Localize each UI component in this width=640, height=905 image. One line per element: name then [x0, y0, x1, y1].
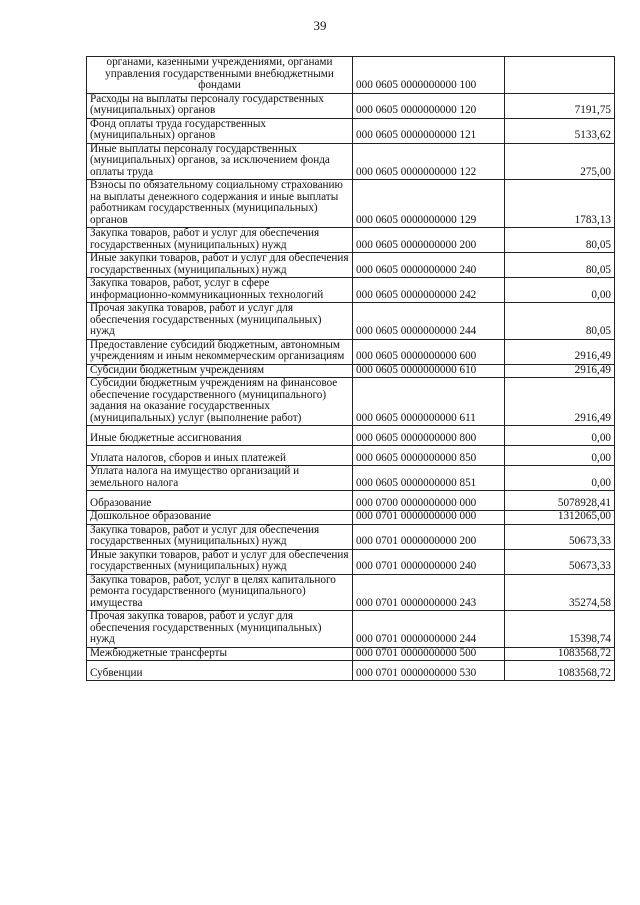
expense-name-cell: Межбюджетные трансферты	[87, 647, 353, 661]
amount-cell: 35274,58	[505, 574, 615, 611]
budget-code-cell: 000 0605 0000000000 121	[353, 118, 505, 143]
table-row	[87, 426, 615, 446]
table-row	[87, 93, 615, 118]
expense-name-cell: Закупка товаров, работ и услуг для обеспечения государственных (муниципальных) нужд	[87, 228, 353, 253]
amount-cell: 7191,75	[505, 93, 615, 118]
table-row	[87, 364, 615, 378]
table-row	[87, 253, 615, 278]
budget-table	[86, 56, 615, 681]
expense-name-cell: Иные закупки товаров, работ и услуг для обеспечения государственных (муниципальных) нужд	[87, 549, 353, 574]
amount-cell: 0,00	[505, 426, 615, 446]
amount-cell: 0,00	[505, 446, 615, 466]
amount-cell: 5133,62	[505, 118, 615, 143]
amount-cell: 15398,74	[505, 611, 615, 648]
expense-name-cell: Уплата налога на имущество организаций и земельного налога	[87, 466, 353, 491]
amount-cell: 275,00	[505, 143, 615, 180]
amount-cell: 1312065,00	[505, 511, 615, 525]
expense-name-cell: Иные бюджетные ассигнования	[87, 426, 353, 446]
budget-code-cell: 000 0701 0000000000 200	[353, 524, 505, 549]
budget-code-cell: 000 0605 0000000000 240	[353, 253, 505, 278]
table-row	[87, 511, 615, 525]
table-row	[87, 491, 615, 511]
amount-cell: 1783,13	[505, 180, 615, 228]
budget-code-cell: 000 0701 0000000000 530	[353, 661, 505, 681]
budget-code-cell: 000 0605 0000000000 850	[353, 446, 505, 466]
budget-code-cell: 000 0605 0000000000 244	[353, 303, 505, 340]
amount-cell: 5078928,41	[505, 491, 615, 511]
table-row	[87, 143, 615, 180]
amount-cell: 2916,49	[505, 364, 615, 378]
expense-name-cell: Субсидии бюджетным учреждениям на финансовое обеспечение государственного (муниципального) задания на оказание государственных (муниципальных) услуг (выполнение работ)	[87, 378, 353, 426]
expense-name-cell: Закупка товаров, работ и услуг для обеспечения государственных (муниципальных) нужд	[87, 524, 353, 549]
table-row	[87, 180, 615, 228]
table-row	[87, 118, 615, 143]
amount-cell: 1083568,72	[505, 647, 615, 661]
budget-code-cell: 000 0605 0000000000 120	[353, 93, 505, 118]
budget-code-cell: 000 0605 0000000000 600	[353, 339, 505, 364]
budget-code-cell: 000 0605 0000000000 129	[353, 180, 505, 228]
expense-name-cell: Уплата налогов, сборов и иных платежей	[87, 446, 353, 466]
page-number: 39	[313, 18, 327, 33]
expense-name-cell: Субсидии бюджетным учреждениям	[87, 364, 353, 378]
amount-cell: 0,00	[505, 466, 615, 491]
expense-name-cell: Расходы на выплаты персоналу государственных (муниципальных) органов	[87, 93, 353, 118]
table-row	[87, 524, 615, 549]
table-row	[87, 661, 615, 681]
table-row	[87, 549, 615, 574]
budget-code-cell: 000 0701 0000000000 244	[353, 611, 505, 648]
budget-code-cell: 000 0605 0000000000 851	[353, 466, 505, 491]
table-row	[87, 303, 615, 340]
expense-name-cell: Фонд оплаты труда государственных (муниципальных) органов	[87, 118, 353, 143]
budget-code-cell: 000 0701 0000000000 000	[353, 511, 505, 525]
expense-name-cell: Закупка товаров, работ, услуг в целях капитального ремонта государственного (муниципального) имущества	[87, 574, 353, 611]
expense-name-cell: Иные выплаты персоналу государственных (муниципальных) органов, за исключением фонда оплаты труда	[87, 143, 353, 180]
budget-code-cell: 000 0605 0000000000 200	[353, 228, 505, 253]
table-row	[87, 466, 615, 491]
amount-cell: 50673,33	[505, 524, 615, 549]
table-row	[87, 574, 615, 611]
table-row	[87, 446, 615, 466]
expense-name-cell: Закупка товаров, работ, услуг в сфере информационно-коммуникационных технологий	[87, 278, 353, 303]
amount-cell	[505, 57, 615, 94]
expense-name-cell: Образование	[87, 491, 353, 511]
budget-code-cell: 000 0701 0000000000 243	[353, 574, 505, 611]
amount-cell: 80,05	[505, 303, 615, 340]
amount-cell: 2916,49	[505, 339, 615, 364]
budget-code-cell: 000 0605 0000000000 100	[353, 57, 505, 94]
amount-cell: 0,00	[505, 278, 615, 303]
table-row	[87, 278, 615, 303]
amount-cell: 1083568,72	[505, 661, 615, 681]
budget-code-cell: 000 0605 0000000000 611	[353, 378, 505, 426]
amount-cell: 80,05	[505, 228, 615, 253]
expense-name-cell: Дошкольное образование	[87, 511, 353, 525]
expense-name-cell: Взносы по обязательному социальному страхованию на выплаты денежного содержания и иные выплаты работникам государственных (муниципальных) органов	[87, 180, 353, 228]
expense-name-cell: Субвенции	[87, 661, 353, 681]
budget-code-cell: 000 0605 0000000000 800	[353, 426, 505, 446]
budget-code-cell: 000 0605 0000000000 242	[353, 278, 505, 303]
table-row	[87, 378, 615, 426]
budget-code-cell: 000 0701 0000000000 500	[353, 647, 505, 661]
table-row	[87, 339, 615, 364]
expense-name-cell: Предоставление субсидий бюджетным, автономным учреждениям и иным некоммерческим организациям	[87, 339, 353, 364]
expense-name-cell: Прочая закупка товаров, работ и услуг для обеспечения государственных (муниципальных) нужд	[87, 611, 353, 648]
budget-code-cell: 000 0605 0000000000 610	[353, 364, 505, 378]
expense-name-cell: Прочая закупка товаров, работ и услуг для обеспечения государственных (муниципальных) нужд	[87, 303, 353, 340]
amount-cell: 80,05	[505, 253, 615, 278]
table-row	[87, 57, 615, 94]
expense-name-cell: органами, казенными учреждениями, органами управления государственными внебюджетными фондами	[87, 57, 353, 94]
budget-code-cell: 000 0700 0000000000 000	[353, 491, 505, 511]
expense-name-cell: Иные закупки товаров, работ и услуг для обеспечения государственных (муниципальных) нужд	[87, 253, 353, 278]
budget-code-cell: 000 0605 0000000000 122	[353, 143, 505, 180]
budget-table-body	[87, 57, 615, 681]
table-row	[87, 611, 615, 648]
amount-cell: 2916,49	[505, 378, 615, 426]
budget-code-cell: 000 0701 0000000000 240	[353, 549, 505, 574]
table-row	[87, 647, 615, 661]
table-row	[87, 228, 615, 253]
amount-cell: 50673,33	[505, 549, 615, 574]
